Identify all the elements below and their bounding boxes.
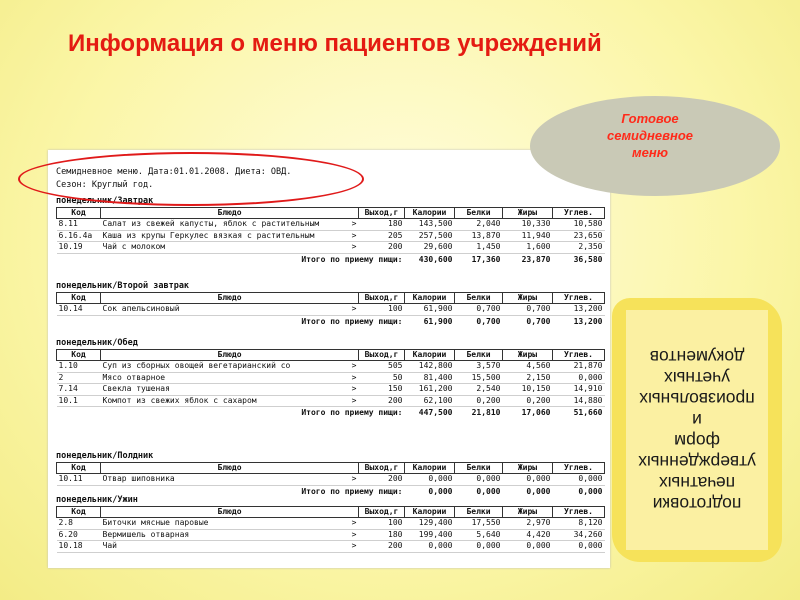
dish-code: 6.16.4а	[57, 230, 101, 242]
dish-name-cell	[101, 541, 359, 553]
total-fat: 0,000	[526, 486, 551, 496]
proteins: 5,640	[455, 529, 503, 541]
table-header-row	[57, 463, 605, 474]
dish-name: Чай с молоком	[102, 242, 166, 251]
proteins: 15,500	[455, 372, 503, 384]
total-kcal: 447,500	[418, 408, 453, 417]
output-grams: 100	[359, 304, 405, 316]
column-header: Жиры	[503, 507, 553, 518]
dish-name-cell	[101, 230, 359, 242]
carbohydrates: 2,350	[553, 242, 605, 254]
table-header-row	[57, 208, 605, 219]
dish-code: 10.1	[57, 395, 101, 407]
column-header: Белки	[455, 463, 503, 474]
total-spacer	[57, 407, 101, 420]
output-grams: 180	[359, 529, 405, 541]
meal-title: понедельник/Второй завтрак	[56, 281, 190, 291]
expand-arrow: >	[351, 541, 357, 550]
dish-code: 10.14	[57, 304, 101, 316]
proteins: 13,870	[455, 230, 503, 242]
calories: 143,500	[405, 219, 455, 231]
total-spacer	[57, 253, 101, 266]
meal-section	[56, 450, 604, 498]
column-header: Код	[57, 507, 101, 518]
carbohydrates: 0,000	[553, 372, 605, 384]
table-row	[57, 230, 605, 242]
calories: 257,500	[405, 230, 455, 242]
calories: 161,200	[405, 384, 455, 396]
carbohydrates: 23,650	[553, 230, 605, 242]
output-grams: 505	[359, 361, 405, 373]
meal-table	[56, 349, 605, 419]
table-row	[57, 372, 605, 384]
expand-arrow: >	[351, 304, 357, 313]
table-header-row	[57, 350, 605, 361]
dish-name: Компот из свежих яблок с сахаром	[102, 395, 257, 405]
side-panel	[612, 298, 782, 562]
dish-name: Отвар шиповника	[102, 474, 175, 483]
meal-title: понедельник/Ужин	[56, 495, 138, 505]
expand-arrow: >	[351, 361, 357, 370]
column-header: Код	[57, 208, 101, 219]
proteins: 17,550	[455, 518, 503, 530]
total-prot: 21,810	[471, 408, 501, 417]
column-header: Код	[57, 463, 101, 474]
calories: 199,400	[405, 529, 455, 541]
total-carb: 0,000	[578, 486, 603, 496]
proteins: 0,000	[455, 474, 503, 486]
column-header: Блюдо	[101, 293, 359, 304]
column-header: Блюдо	[101, 463, 359, 474]
output-grams: 200	[359, 395, 405, 407]
carbohydrates: 13,200	[553, 304, 605, 316]
dish-code: 1.10	[57, 361, 101, 373]
meal-section	[56, 280, 604, 328]
meal-table	[56, 292, 605, 328]
dish-name: Биточки мясные паровые	[102, 518, 209, 527]
column-header: Углев.	[553, 208, 605, 219]
column-header: Код	[57, 293, 101, 304]
dish-name-cell	[101, 395, 359, 407]
table-row	[57, 384, 605, 396]
dish-name: Салат из свежей капусты, яблок с растительным	[102, 219, 320, 228]
table-row	[57, 242, 605, 254]
dish-name: Свекла тушеная	[102, 384, 170, 393]
fats: 10,330	[503, 219, 553, 231]
total-fat: 0,700	[526, 316, 551, 326]
dish-name-cell	[101, 474, 359, 486]
column-header: Выход,г	[359, 208, 405, 219]
column-header: Калории	[405, 507, 455, 518]
table-row	[57, 304, 605, 316]
output-grams: 100	[359, 518, 405, 530]
output-grams: 200	[359, 541, 405, 553]
total-row	[57, 253, 605, 266]
expand-arrow: >	[351, 219, 357, 228]
fats: 2,150	[503, 372, 553, 384]
dish-code: 10.11	[57, 474, 101, 486]
dish-name-cell	[101, 304, 359, 316]
total-kcal: 430,600	[418, 254, 453, 264]
carbohydrates: 21,870	[553, 361, 605, 373]
column-header: Выход,г	[359, 507, 405, 518]
dish-name: Вермишель отварная	[102, 529, 190, 539]
column-header: Углев.	[553, 463, 605, 474]
proteins: 0,200	[455, 395, 503, 407]
carbohydrates: 10,580	[553, 219, 605, 231]
dish-name: Чай	[102, 541, 117, 550]
dish-code: 2.8	[57, 518, 101, 530]
column-header: Выход,г	[359, 463, 405, 474]
expand-arrow: >	[351, 529, 357, 539]
column-header: Белки	[455, 507, 503, 518]
total-carb: 13,200	[573, 316, 603, 326]
proteins: 1,450	[455, 242, 503, 254]
ready-menu-callout	[530, 96, 780, 196]
total-prot: 0,700	[476, 316, 501, 326]
proteins: 2,540	[455, 384, 503, 396]
meal-table	[56, 462, 605, 498]
header-line-season: Сезон: Круглый год.	[56, 180, 154, 190]
dish-name-cell	[101, 384, 359, 396]
proteins: 0,000	[455, 541, 503, 553]
table-row	[57, 529, 605, 541]
output-grams: 200	[359, 474, 405, 486]
total-prot: 17,360	[471, 254, 501, 264]
fats: 1,600	[503, 242, 553, 254]
dish-code: 10.19	[57, 242, 101, 254]
table-row	[57, 518, 605, 530]
calories: 142,800	[405, 361, 455, 373]
total-carb: 51,660	[573, 408, 603, 417]
column-header: Выход,г	[359, 350, 405, 361]
column-header: Блюдо	[101, 507, 359, 518]
highlight-ellipse	[18, 152, 364, 206]
dish-name-cell	[101, 372, 359, 384]
calories: 0,000	[405, 474, 455, 486]
fats: 2,970	[503, 518, 553, 530]
proteins: 3,570	[455, 361, 503, 373]
dish-name-cell	[101, 518, 359, 530]
dish-name-cell	[101, 361, 359, 373]
carbohydrates: 0,000	[553, 474, 605, 486]
column-header: Жиры	[503, 350, 553, 361]
fats: 0,000	[503, 474, 553, 486]
total-row	[57, 315, 605, 328]
column-header: Жиры	[503, 208, 553, 219]
table-row	[57, 395, 605, 407]
dish-name-cell	[101, 219, 359, 231]
column-header: Углев.	[553, 350, 605, 361]
output-grams: 180	[359, 219, 405, 231]
dish-name: Мясо отварное	[102, 372, 166, 382]
column-header: Жиры	[503, 293, 553, 304]
total-kcal: 61,900	[423, 316, 453, 326]
fats: 0,200	[503, 395, 553, 407]
fats: 4,420	[503, 529, 553, 541]
total-label: Итого по приему пищи:	[301, 254, 403, 264]
column-header: Калории	[405, 350, 455, 361]
column-header: Углев.	[553, 507, 605, 518]
table-row	[57, 474, 605, 486]
expand-arrow: >	[351, 384, 357, 393]
output-grams: 200	[359, 242, 405, 254]
proteins: 2,040	[455, 219, 503, 231]
dish-name: Сок апельсиновый	[102, 304, 180, 313]
expand-arrow: >	[351, 518, 357, 527]
dish-name-cell	[101, 529, 359, 541]
header-line-date-diet: Семидневное меню. Дата:01.01.2008. Диета: ОВД.	[56, 167, 292, 177]
slide-title: Информация о меню пациентов учреждений	[68, 30, 602, 57]
column-header: Белки	[455, 293, 503, 304]
calories: 0,000	[405, 541, 455, 553]
output-grams: 50	[359, 372, 405, 384]
meal-section	[56, 494, 604, 553]
column-header: Жиры	[503, 463, 553, 474]
expand-arrow: >	[351, 372, 357, 382]
column-header: Выход,г	[359, 293, 405, 304]
meal-title: понедельник/Обед	[56, 338, 138, 348]
side-panel-text: подготовки печатных утвержденных форм и произвольных учетных документов	[638, 347, 756, 514]
total-fat: 23,870	[521, 254, 551, 264]
dish-name-cell	[101, 242, 359, 254]
table-row	[57, 541, 605, 553]
output-grams: 150	[359, 384, 405, 396]
table-header-row	[57, 507, 605, 518]
meal-table	[56, 207, 605, 266]
meal-title: понедельник/Полдник	[56, 451, 154, 461]
table-header-row	[57, 293, 605, 304]
table-row	[57, 361, 605, 373]
ready-menu-callout-text: Готовое семидневное меню	[606, 110, 693, 160]
column-header: Блюдо	[101, 208, 359, 219]
calories: 81,400	[405, 372, 455, 384]
dish-code: 7.14	[57, 384, 101, 396]
dish-code: 2	[57, 372, 101, 384]
column-header: Калории	[405, 463, 455, 474]
total-kcal: 0,000	[428, 486, 453, 496]
column-header: Калории	[405, 293, 455, 304]
carbohydrates: 8,120	[553, 518, 605, 530]
dish-code: 8.11	[57, 219, 101, 231]
dish-code: 6.20	[57, 529, 101, 541]
carbohydrates: 34,260	[553, 529, 605, 541]
meal-title: понедельник/Завтрак	[56, 196, 154, 206]
fats: 11,940	[503, 230, 553, 242]
calories: 61,900	[405, 304, 455, 316]
column-header: Белки	[455, 208, 503, 219]
column-header: Код	[57, 350, 101, 361]
total-row	[57, 407, 605, 420]
fats: 10,150	[503, 384, 553, 396]
column-header: Углев.	[553, 293, 605, 304]
total-label: Итого по приему пищи:	[301, 316, 403, 326]
dish-name: Суп из сборных овощей вегетарианский со	[102, 361, 291, 370]
expand-arrow: >	[351, 230, 357, 240]
expand-arrow: >	[351, 474, 357, 483]
total-spacer	[57, 315, 101, 328]
carbohydrates: 14,880	[553, 395, 605, 407]
table-row	[57, 219, 605, 231]
expand-arrow: >	[351, 242, 357, 251]
column-header: Блюдо	[101, 350, 359, 361]
total-label: Итого по приему пищи:	[301, 408, 403, 417]
column-header: Калории	[405, 208, 455, 219]
column-header: Белки	[455, 350, 503, 361]
total-carb: 36,580	[573, 254, 603, 264]
dish-name: Каша из крупы Геркулес вязкая с растительным	[102, 230, 315, 240]
meal-section	[56, 195, 604, 266]
total-prot: 0,000	[476, 486, 501, 496]
calories: 29,600	[405, 242, 455, 254]
carbohydrates: 0,000	[553, 541, 605, 553]
calories: 129,400	[405, 518, 455, 530]
fats: 0,700	[503, 304, 553, 316]
expand-arrow: >	[351, 395, 357, 405]
fats: 4,560	[503, 361, 553, 373]
menu-document	[48, 150, 610, 568]
total-fat: 17,060	[521, 408, 551, 417]
meal-section	[56, 337, 604, 419]
fats: 0,000	[503, 541, 553, 553]
carbohydrates: 14,910	[553, 384, 605, 396]
total-label: Итого по приему пищи:	[301, 486, 403, 496]
proteins: 0,700	[455, 304, 503, 316]
output-grams: 205	[359, 230, 405, 242]
meal-table	[56, 506, 605, 553]
calories: 62,100	[405, 395, 455, 407]
dish-code: 10.18	[57, 541, 101, 553]
